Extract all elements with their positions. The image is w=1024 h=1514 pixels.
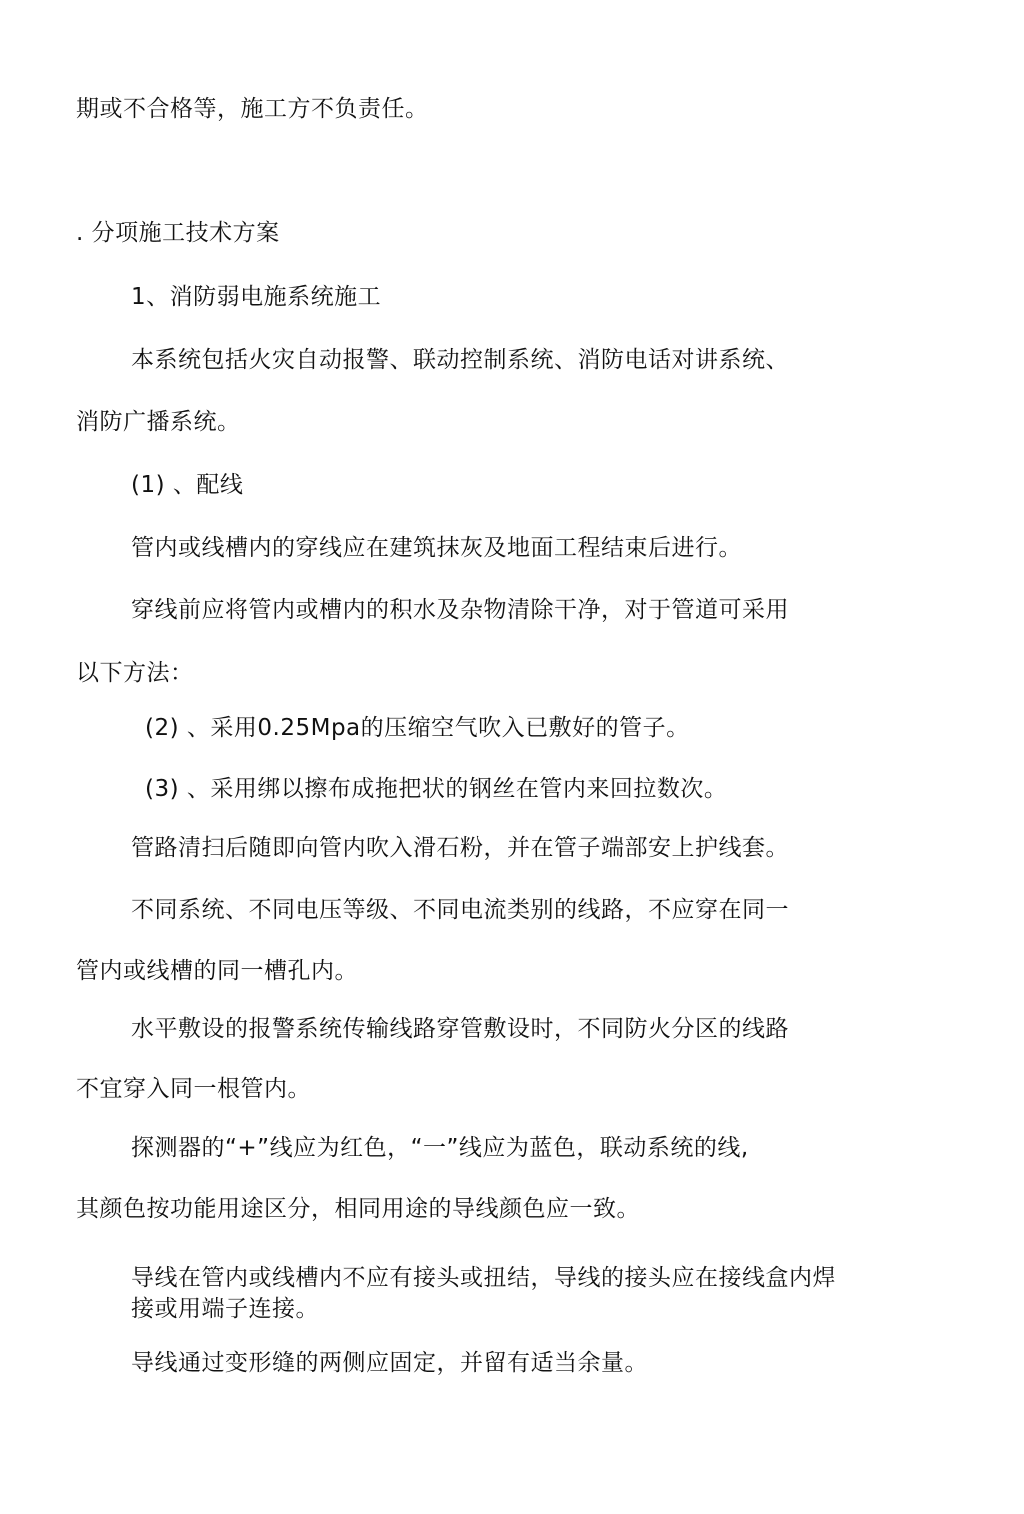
paragraph-line: 管内或线槽内的穿线应在建筑抹灰及地面工程结束后进行。 xyxy=(131,535,742,561)
paragraph-line: 穿线前应将管内或槽内的积水及杂物清除干净，对于管道可采用 xyxy=(131,597,789,623)
paragraph-line: 本系统包括火灾自动报警、联动控制系统、消防电话对讲系统、 xyxy=(131,347,789,373)
paragraph-line: 水平敷设的报警系统传输线路穿管敷设时，不同防火分区的线路 xyxy=(131,1016,789,1042)
paragraph-line: 导线通过变形缝的两侧应固定，并留有适当余量。 xyxy=(131,1350,648,1376)
section-heading: . 分项施工技术方案 xyxy=(76,220,280,246)
paragraph-line: 不宜穿入同一根管内。 xyxy=(76,1076,311,1102)
paragraph-line: 管路清扫后随即向管内吹入滑石粉，并在管子端部安上护线套。 xyxy=(131,835,789,861)
list-item: (2) 、采用0.25Mpa的压缩空气吹入已敷好的管子。 xyxy=(145,715,690,741)
list-item: (3) 、采用绑以擦布成拖把状的钢丝在管内来回拉数次。 xyxy=(145,776,728,802)
paragraph-line: 以下方法： xyxy=(76,660,194,686)
paragraph-line: 探测器的“+”线应为红色，“一”线应为蓝色，联动系统的线, xyxy=(131,1135,749,1161)
paragraph-line: 消防广播系统。 xyxy=(76,409,241,435)
paragraph-block: 导线在管内或线槽内不应有接头或扭结，导线的接头应在接线盒内焊接或用端子连接。 xyxy=(131,1265,836,1322)
paragraph-line: 管内或线槽的同一槽孔内。 xyxy=(76,958,358,984)
paragraph-line: 其颜色按功能用途区分，相同用途的导线颜色应一致。 xyxy=(76,1196,640,1222)
paragraph-line: 不同系统、不同电压等级、不同电流类别的线路，不应穿在同一 xyxy=(131,897,789,923)
item-heading-wiring: (1) 、配线 xyxy=(131,472,244,498)
subsection-heading: 1、消防弱电施系统施工 xyxy=(131,284,382,310)
paragraph-continuation: 期或不合格等，施工方不负责任。 xyxy=(76,96,429,122)
